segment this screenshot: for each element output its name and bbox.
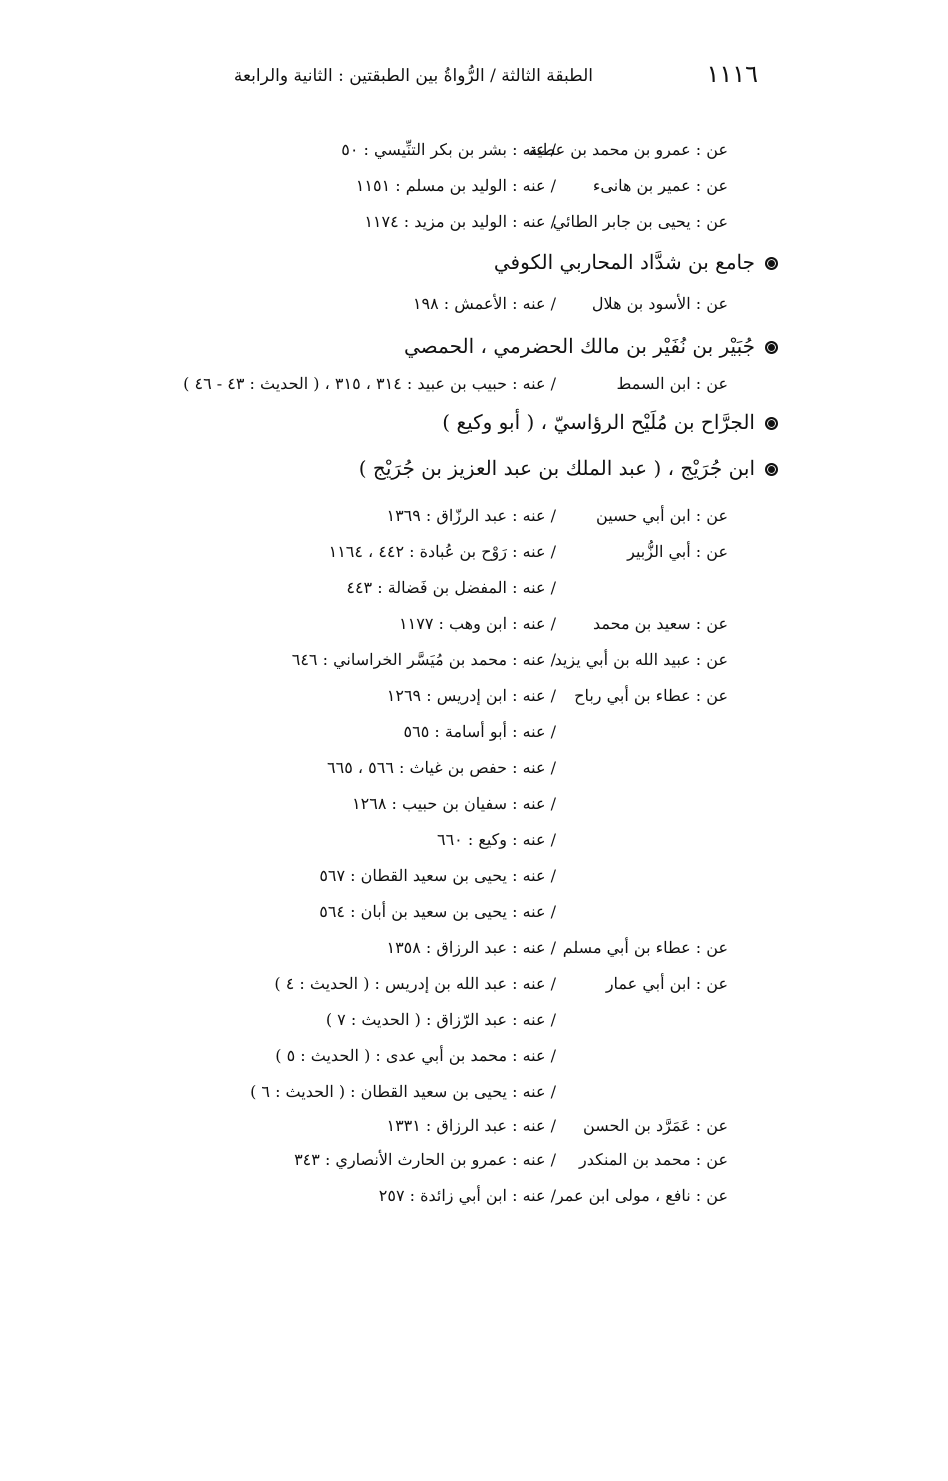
narrator-heading xyxy=(359,456,778,480)
to-narrator: / عنه : ابن وهب : ١١٧٧ xyxy=(399,614,556,633)
bullet-icon xyxy=(765,463,778,476)
running-header: الطبقة الثالثة / الرُّواةُ بين الطبقتين : الثانية والرابعة xyxy=(233,66,593,86)
to-narrator: / عنه : عبد الرّزاق : ( الحديث : ٧ ) xyxy=(325,1010,556,1029)
to-narrator: / عنه : وكيع : ٦٦٠ xyxy=(436,830,556,849)
narrator-name: جامع بن شدَّاد المحاربي الكوفي xyxy=(493,250,755,274)
narrator-heading xyxy=(404,334,778,358)
from-narrator: عن : أبي الزُّبير xyxy=(627,542,728,561)
from-narrator: عن : عطاء بن أبي مسلم xyxy=(562,938,728,957)
from-narrator: عن : محمد بن المنكدر xyxy=(579,1150,728,1169)
to-narrator: / عنه : محمد بن مُيَسَّر الخراساني : ٦٤٦ xyxy=(291,650,556,669)
to-narrator: / عنه : عبد الرزّاق : ١٣٦٩ xyxy=(386,506,556,525)
to-narrator: / عنه : الأعمش : ١٩٨ xyxy=(412,294,556,313)
from-narrator: عن : ابن أبي حسين xyxy=(596,506,728,525)
to-narrator: / عنه : عمرو بن الحارث الأنصاري : ٣٤٣ xyxy=(294,1150,556,1169)
bullet-icon xyxy=(765,257,778,270)
to-narrator: / عنه : حبيب بن عبيد : ٣١٤ ، ٣١٥ ، ( الحديث : ٤٣ - ٤٦ ) xyxy=(183,374,556,393)
page-number: ١١١٦ xyxy=(706,60,758,88)
from-narrator: عن : يحيى بن جابر الطائي xyxy=(552,212,728,231)
from-narrator: عن : ابن أبي عمار xyxy=(605,974,728,993)
to-narrator: / عنه : يحيى بن سعيد بن أبان : ٥٦٤ xyxy=(319,902,556,921)
to-narrator: / عنه : يحيى بن سعيد القطان : ( الحديث : ٦ ) xyxy=(250,1082,556,1101)
from-narrator: عن : عطاء بن أبي رباح xyxy=(574,686,728,705)
to-narrator: / عنه : محمد بن أبي عدى : ( الحديث : ٥ ) xyxy=(275,1046,556,1065)
to-narrator: / عنه : عبد الرزاق : ١٣٣١ xyxy=(386,1116,556,1135)
to-narrator: / عنه : حفص بن غياث : ٥٦٦ ، ٦٦٥ xyxy=(327,758,556,777)
to-narrator: / عنه : بشر بن بكر التنِّيسي : ٥٠ xyxy=(341,140,556,159)
from-narrator: عن : الأسود بن هلال xyxy=(591,294,728,313)
to-narrator: / عنه : أبو أسامة : ٥٦٥ xyxy=(403,722,556,741)
narrator-heading xyxy=(494,250,778,274)
bullet-icon xyxy=(765,417,778,430)
from-narrator: عن : نافع ، مولى ابن عمر xyxy=(555,1186,728,1205)
narrator-name: الجرَّاح بن مُلَيْح الرؤاسيّ ، ( أبو وكيع ) xyxy=(442,410,755,434)
from-narrator: عن : سعيد بن محمد xyxy=(593,614,728,633)
to-narrator: / عنه : عبد الله بن إدريس : ( الحديث : ٤ ) xyxy=(274,974,556,993)
from-narrator: عن : ابن السمط xyxy=(616,374,728,393)
to-narrator: / عنه : الوليد بن مزيد : ١١٧٤ xyxy=(364,212,556,231)
to-narrator: / عنه : المفضل بن فَضالة : ٤٤٣ xyxy=(346,578,556,597)
to-narrator: / عنه : عبد الرزاق : ١٣٥٨ xyxy=(386,938,556,957)
narrator-heading xyxy=(442,410,778,434)
to-narrator: / عنه : ابن إدريس : ١٢٦٩ xyxy=(386,686,556,705)
from-narrator: عن : عبيد الله بن أبي يزيد xyxy=(554,650,728,669)
narrator-name: ابن جُرَيْج ، ( عبد الملك بن عبد العزيز بن جُرَيْج ) xyxy=(358,456,755,480)
to-narrator: / عنه : رَوْح بن عُبادة : ٤٤٢ ، ١١٦٤ xyxy=(328,542,556,561)
from-narrator: عن : عَمَرَّد بن الحسن xyxy=(583,1116,728,1135)
to-narrator: / عنه : يحيى بن سعيد القطان : ٥٦٧ xyxy=(319,866,556,885)
from-narrator: عن : عمرو بن محمد بن عطية xyxy=(529,140,728,159)
from-narrator: عن : عمير بن هانىء xyxy=(592,176,728,195)
narrator-name: جُبَيْر بن نُفَيْر بن مالك الحضرمي ، الحمصي xyxy=(404,334,755,358)
to-narrator: / عنه : ابن أبي زائدة : ٢٥٧ xyxy=(378,1186,556,1205)
to-narrator: / عنه : الوليد بن مسلم : ١١٥١ xyxy=(355,176,556,195)
to-narrator: / عنه : سفيان بن حبيب : ١٢٦٨ xyxy=(352,794,556,813)
bullet-icon xyxy=(765,341,778,354)
